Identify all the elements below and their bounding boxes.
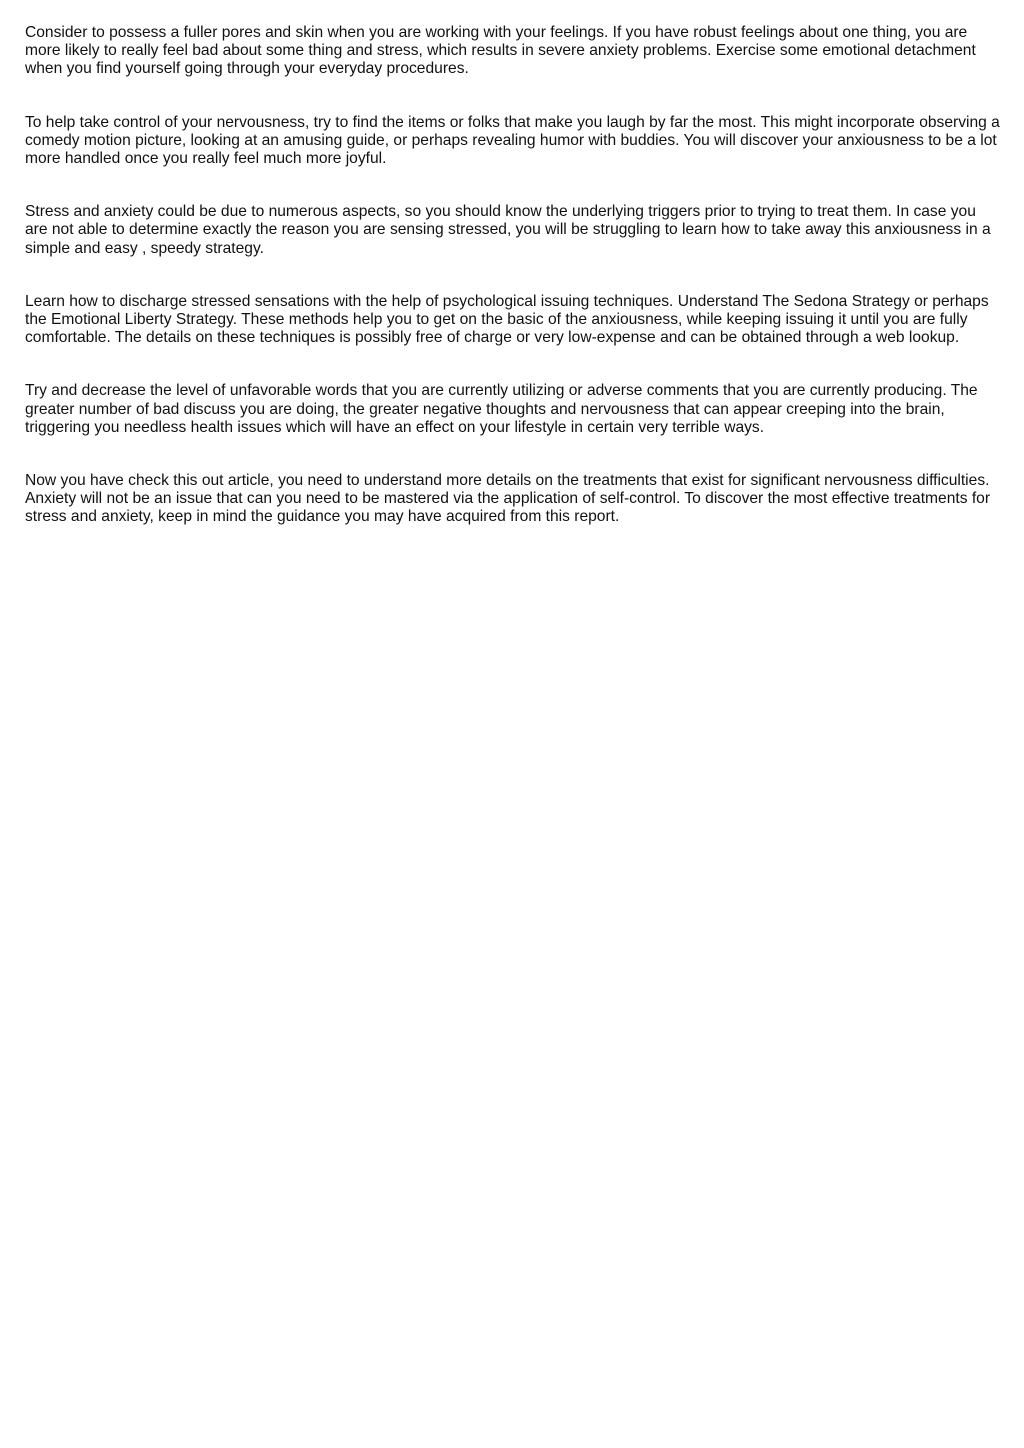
paragraph-6: Now you have check this out article, you need to understand more details on the treatments that exist for significant nervousness difficulties. Anxiety will not be an issue that can you need to be mastered via the application of self-control. To discover the most effective treatments for stress and anxiety, keep in mind the guidance you may have acquired from this report.: [25, 472, 991, 526]
paragraph-3: Stress and anxiety could be due to numerous aspects, so you should know the underlying triggers prior to trying to treat them. In case you are not able to determine exactly the reason you are sensing stressed, you will be struggling to learn how to take away this anxiousness in a simple and easy , speedy strategy.: [25, 203, 991, 257]
paragraph-1: Consider to possess a fuller pores and skin when you are working with your feelings. If you have robust feelings about one thing, you are more likely to really feel bad about some thing and stress, which results in severe anxiety problems. Exercise some emotional detachment when you find yourself going through your everyday procedures.: [25, 24, 976, 78]
paragraph-2: To help take control of your nervousness, try to find the items or folks that make you laugh by far the most. This might incorporate observing a comedy motion picture, looking at an amusing guide, or perhaps revealing humor with buddies. You will discover your anxiousness to be a lot more handled once you really feel much more joyful.: [25, 113, 1000, 168]
paragraph-4: Learn how to discharge stressed sensations with the help of psychological issuing techniques. Understand The Sedona Strategy or perhaps the Emotional Liberty Strategy. These methods help you to get on the basic of the anxiousness, while keeping issuing it until you are fully comfortable. The details on these techniques is possibly free of charge or very low-expense and can be obtained through a web lookup.: [25, 292, 989, 347]
paragraph-5: Try and decrease the level of unfavorable words that you are currently utilizing or adverse comments that you are currently producing. The greater number of bad discuss you are doing, the greater negative thoughts and nervousness that can appear creeping into the brain, triggering you needless health issues which will have an effect on your lifestyle in certain very terrible ways.: [25, 382, 978, 436]
article-body: [25, 24, 1000, 562]
